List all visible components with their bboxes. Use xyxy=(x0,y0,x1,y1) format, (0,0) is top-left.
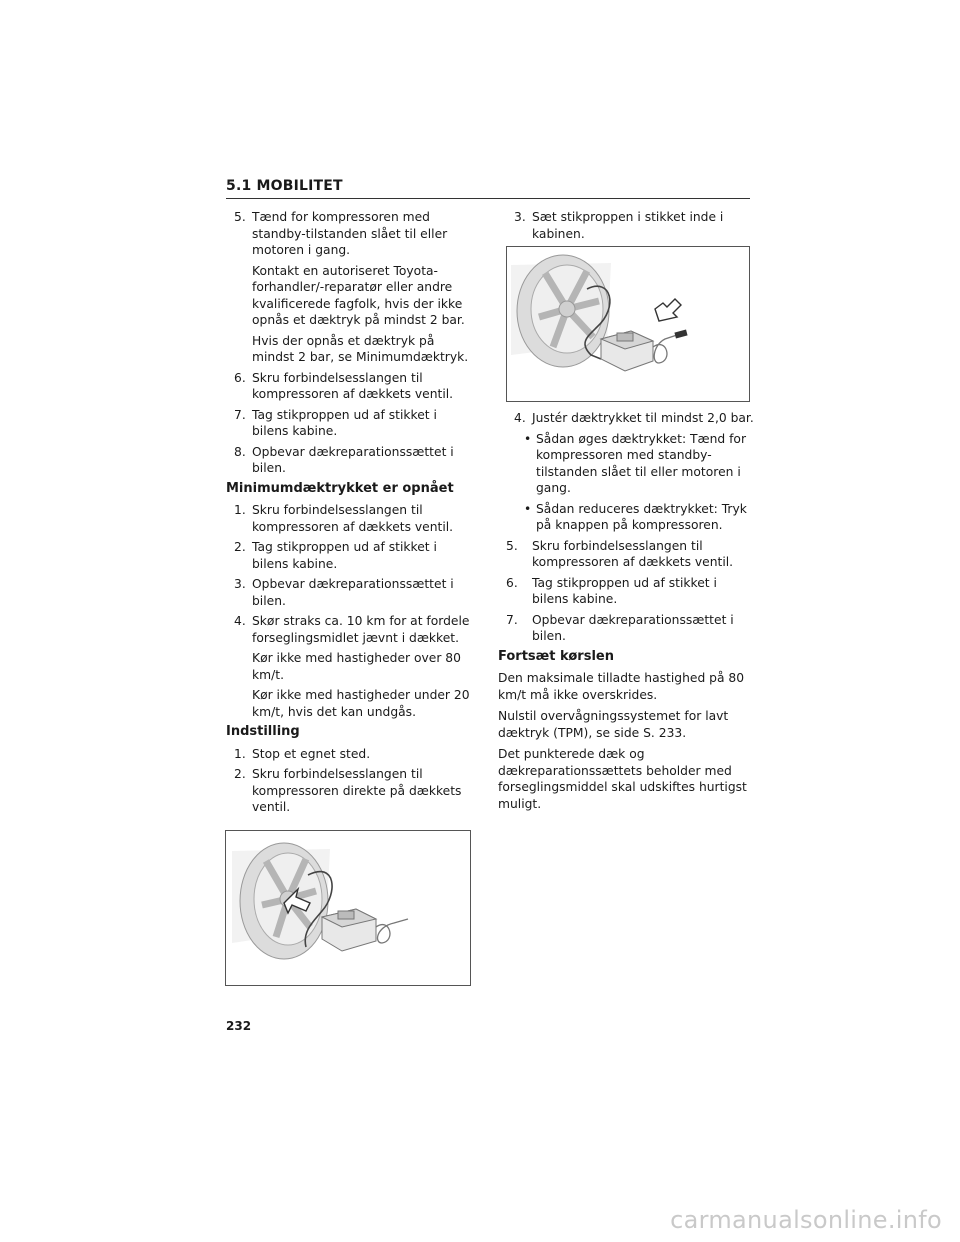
bullet-item: • Sådan øges dæktrykket: Tænd for kompressoren med standby-tilstanden slået til eller motoren i gang. xyxy=(524,431,746,495)
illustration-compressor-on-valve xyxy=(225,830,471,986)
left-column xyxy=(226,209,476,994)
section-heading: Fortsæt kørslen xyxy=(498,648,614,664)
list-item: 5. Skru forbindelsesslangen til kompressoren af dækkets ventil. xyxy=(506,538,734,569)
list-item: 5. Tænd for kompressoren med standby-tilstanden slået til eller motoren i gang. xyxy=(234,210,448,257)
list-item: 1. Stop et egnet sted. xyxy=(234,746,371,761)
list-item: 4. Justér dæktrykket til mindst 2,0 bar. xyxy=(514,411,754,425)
paragraph: Kør ikke med hastigheder under 20 km/t, hvis det kan undgås. xyxy=(252,688,470,719)
list-item: 6. Skru forbindelsesslangen til kompressoren af dækkets ventil. xyxy=(234,370,454,401)
paragraph: Kør ikke med hastigheder over 80 km/t. xyxy=(252,651,461,682)
list-item: 4. Skør straks ca. 10 km for at fordele forseglingsmidlet jævnt i dækket. xyxy=(234,614,470,645)
bullet-item: • Sådan reduceres dæktrykket: Tryk på knappen på kompressoren. xyxy=(524,501,747,532)
bullet-icon: • xyxy=(524,431,532,446)
paragraph: Nulstil overvågningssystemet for lavt dæktryk (TPM), se side S. 233. xyxy=(498,709,729,740)
list-item: 3. Sæt stikproppen i stikket inde i kabinen. xyxy=(514,210,724,241)
list-item: 1. Skru forbindelsesslangen til kompressoren af dækkets ventil. xyxy=(234,503,454,534)
list-item: 2. Tag stikproppen ud af stikket i bilens kabine. xyxy=(234,540,437,571)
wheel-compressor-plug-illustration xyxy=(507,247,749,401)
section-heading: Indstilling xyxy=(226,724,300,739)
list-item: 3. Opbevar dækreparationssættet i bilen. xyxy=(234,577,454,608)
bullet-icon: • xyxy=(524,501,532,516)
list-item: 7. Tag stikproppen ud af stikket i bilens kabine. xyxy=(234,407,437,438)
illustration-plug-in-cabin xyxy=(506,246,750,402)
paragraph: Kontakt en autoriseret Toyota-forhandler/-reparatør eller andre kvalificerede fagfolk, hvis der ikke opnås et dæktryk på mindst 2 bar. xyxy=(252,263,465,327)
watermark: carmanualsonline.info xyxy=(670,1206,942,1234)
paragraph: Det punkterede dæk og dækreparationssættets beholder med forseglingsmiddel skal udskiftes hurtigst muligt. xyxy=(498,747,747,811)
list-item: 8. Opbevar dækreparationssættet i bilen. xyxy=(234,444,454,475)
list-item: 6. Tag stikproppen ud af stikket i bilens kabine. xyxy=(506,575,717,606)
paragraph: Hvis der opnås et dæktryk på mindst 2 bar, se Minimumdæktryk. xyxy=(252,333,469,364)
page-number: 232 xyxy=(226,1019,252,1033)
list-item: 2. Skru forbindelsesslangen til kompressoren direkte på dækkets ventil. xyxy=(234,767,462,814)
paragraph: Den maksimale tilladte hastighed på 80 km/t må ikke overskrides. xyxy=(498,671,745,702)
list-item: 7. Opbevar dækreparationssættet i bilen. xyxy=(506,612,734,643)
wheel-compressor-illustration xyxy=(226,831,470,985)
section-heading: Minimumdæktrykket er opnået xyxy=(226,480,454,496)
section-header: 5.1 MOBILITET xyxy=(226,178,750,199)
right-column xyxy=(498,209,754,817)
